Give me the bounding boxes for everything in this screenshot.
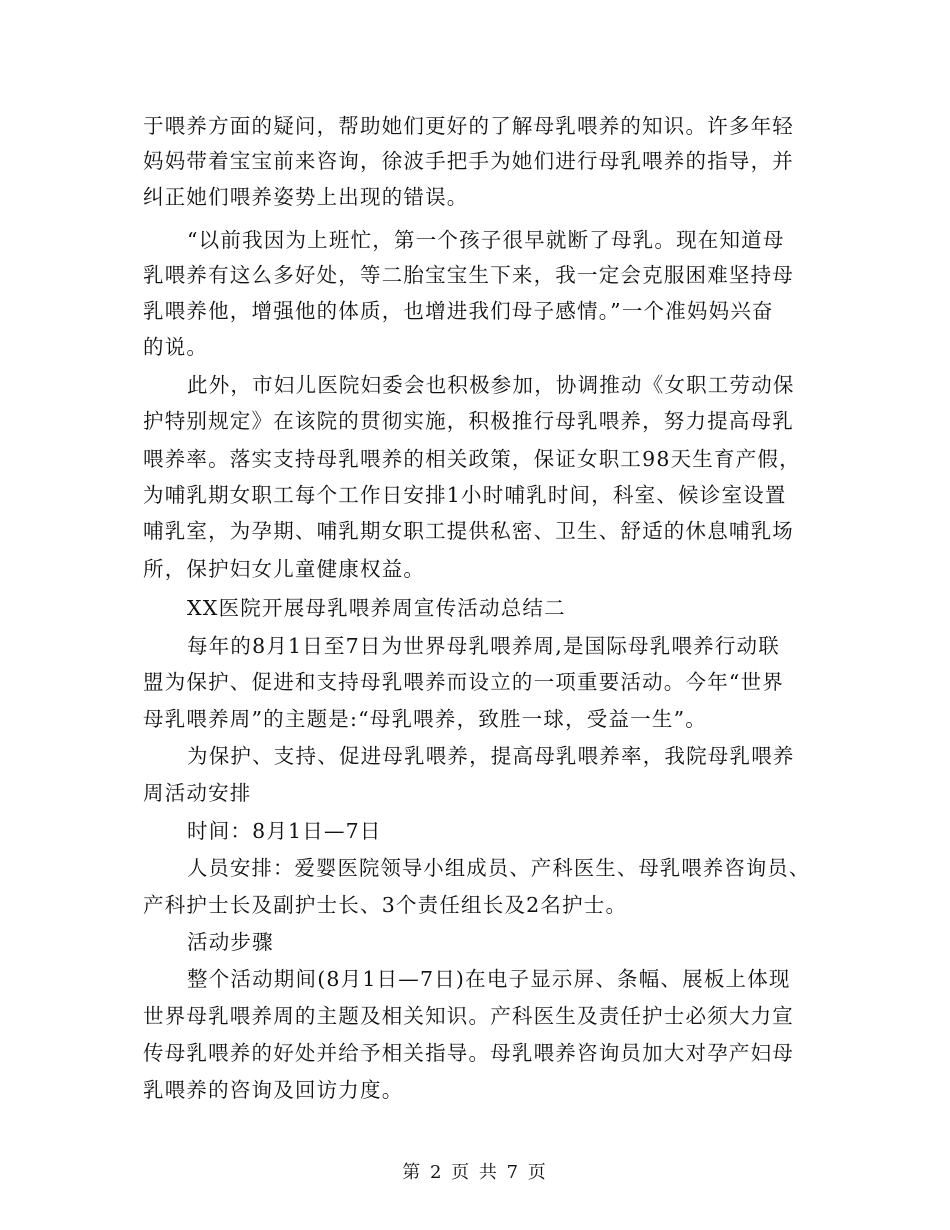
page-footer [0, 1158, 950, 1184]
text-line: 为保护、支持、促进母乳喂养，提高母乳喂养率，我院母乳喂养 [187, 744, 795, 768]
text-line: 活动步骤 [187, 930, 274, 954]
text-line: 乳喂养的咨询及回访力度。 [143, 1078, 404, 1102]
text-line: 盟为保护、促进和支持母乳喂养而设立的一项重要活动。今年“世界 [143, 670, 784, 694]
text-line: 纠正她们喂养姿势上出现的错误。 [143, 185, 469, 209]
text-line: 于喂养方面的疑问，帮助她们更好的了解母乳喂养的知识。许多年轻 [143, 114, 794, 138]
text-line: 产科护士长及副护士长、3个责任组长及2名护士。 [143, 893, 628, 917]
text-line: 乳喂养他，增强他的体质，也增进我们母子感情。”一个准妈妈兴奋 [143, 299, 774, 323]
text-line: 时间：8月1日—7日 [187, 819, 382, 843]
section-heading: XX医院开展母乳喂养周宣传活动总结二 [187, 596, 566, 620]
text-line: 周活动安排 [143, 781, 252, 805]
text-line: 母乳喂养周”的主题是:“母乳喂养，致胜一球，受益一生”。 [143, 707, 707, 731]
text-line: 哺乳室，为孕期、哺乳期女职工提供私密、卫生、舒适的休息哺乳场 [143, 519, 794, 543]
text-line: “以前我因为上班忙，第一个孩子很早就断了母乳。现在知道母 [187, 228, 785, 252]
text-line: 人员安排：爱婴医院领导小组成员、产科医生、母乳喂养咨询员、 [187, 856, 811, 880]
text-line: 每年的8月1日至7日为世界母乳喂养周,是国际母乳喂养行动联 [187, 634, 780, 658]
text-line: 的说。 [143, 335, 209, 359]
page-number: 第 2 页 共 7 页 [402, 1162, 548, 1183]
text-line: 喂养率。落实支持母乳喂养的相关政策，保证女职工98天生育产假， [143, 447, 801, 471]
text-line: 所，保护妇女儿童健康权益。 [143, 557, 426, 581]
text-line: 乳喂养有这么多好处，等二胎宝宝生下来，我一定会克服困难坚持母 [143, 263, 794, 287]
text-line: 世界母乳喂养周的主题及相关知识。产科医生及责任护士必须大力宣 [143, 1004, 794, 1028]
text-line: 妈妈带着宝宝前来咨询，徐波手把手为她们进行母乳喂养的指导，并 [143, 149, 794, 173]
text-line: 整个活动期间(8月1日—7日)在电子显示屏、条幅、展板上体现 [187, 967, 791, 991]
text-line: 传母乳喂养的好处并给予相关指导。母乳喂养咨询员加大对孕产妇母 [143, 1041, 794, 1065]
text-line: 为哺乳期女职工每个工作日安排1小时哺乳时间，科室、候诊室设置 [143, 483, 787, 507]
text-line: 此外，市妇儿医院妇委会也积极参加，协调推动《女职工劳动保 [187, 373, 795, 397]
text-line: 护特别规定》在该院的贯彻实施，积极推行母乳喂养，努力提高母乳 [143, 409, 794, 433]
